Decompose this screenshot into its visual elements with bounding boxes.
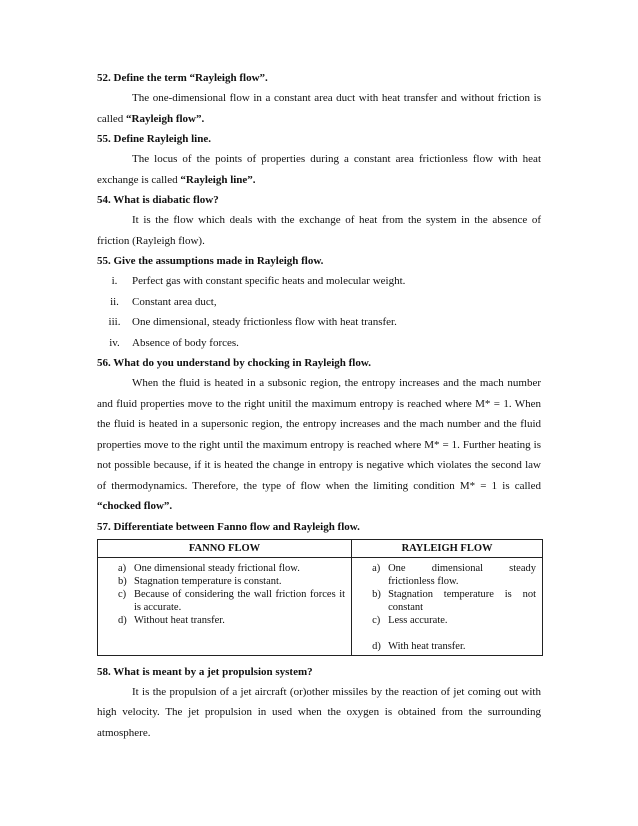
- table-row: a) One dimensional steady frictional flow.: [118, 562, 300, 574]
- q52-heading: 52. Define the term “Rayleigh flow”.: [97, 72, 268, 84]
- q55a-answer-term: “Rayleigh line”.: [180, 173, 256, 186]
- list-item: ii. Constant area duct,: [110, 295, 217, 308]
- fanno-flow-cell: [98, 557, 352, 655]
- table-row: c) Because of considering the wall friction forces it is accurate.: [118, 588, 346, 613]
- q54-heading: 54. What is diabatic flow?: [97, 194, 219, 206]
- rayleigh-flow-cell: [352, 557, 543, 655]
- list-item: i. Perfect gas with constant specific heats and molecular weight.: [111, 275, 406, 287]
- q56-answer-term: “chocked flow”.: [97, 500, 173, 512]
- table-row: d) Without heat transfer.: [118, 614, 225, 626]
- q52-answer: The one-dimensional flow in a constant area duct with heat transfer and without friction is called “Rayleigh flow”.: [97, 92, 541, 125]
- list-item: iii. One dimensional, steady frictionless flow with heat transfer.: [108, 316, 397, 328]
- q58-answer: It is the propulsion of a jet aircraft (or)other missiles by the reaction of jet coming out with high velocity. The jet propulsion in used when the oxygen is obtained from the surrounding atmosphere.: [97, 685, 541, 739]
- table-row: a) One dimensional steady frictionless flow.: [372, 562, 536, 587]
- q55a-heading: 55. Define Rayleigh line.: [97, 133, 211, 145]
- rayleigh-flow-header: RAYLEIGH FLOW: [352, 539, 543, 557]
- assumptions-list: [97, 271, 541, 353]
- q52-answer-term: “Rayleigh flow”.: [126, 112, 205, 125]
- table-row: d) With heat transfer.: [372, 640, 466, 652]
- q57-heading: 57. Differentiate between Fanno flow and Rayleigh flow.: [97, 520, 360, 533]
- q55b-heading: 55. Give the assumptions made in Rayleigh flow.: [97, 255, 324, 267]
- q56-answer: When the fluid is heated in a subsonic region, the entropy increases and the mach number and fluid properties move to the right unitil the maximum entropy is reached where M* = 1. When the fluid is heated in a supersonic region, the entropy increases and the mach number and the fluid properties move to the right until the maximum entropy is reached where M* = 1. Further heating is not possible because, if it is heated the change in entropy is negative which violates the second law of thermodynamics. Therefore, the type of flow when the limiting condition M* = 1 is called “chocked flow”.: [97, 377, 541, 512]
- list-item: iv. Absence of body forces.: [109, 336, 239, 349]
- table-row: b) Stagnation temperature is not constant: [372, 588, 536, 613]
- fanno-flow-header: FANNO FLOW: [98, 539, 352, 557]
- table-row: c) Less accurate.: [372, 614, 448, 626]
- comparison-table: [97, 539, 543, 656]
- table-row: b) Stagnation temperature is constant.: [118, 575, 282, 587]
- q56-heading: 56. What do you understand by chocking in Rayleigh flow.: [97, 357, 371, 369]
- document-page: [97, 68, 541, 743]
- q58-heading: 58. What is meant by a jet propulsion system?: [97, 665, 313, 678]
- q54-answer: It is the flow which deals with the exchange of heat from the system in the absence of friction (Rayleigh flow).: [97, 214, 541, 247]
- q55a-answer: The locus of the points of properties during a constant area frictionless flow with heat exchange is called “Rayleigh line”.: [97, 153, 541, 186]
